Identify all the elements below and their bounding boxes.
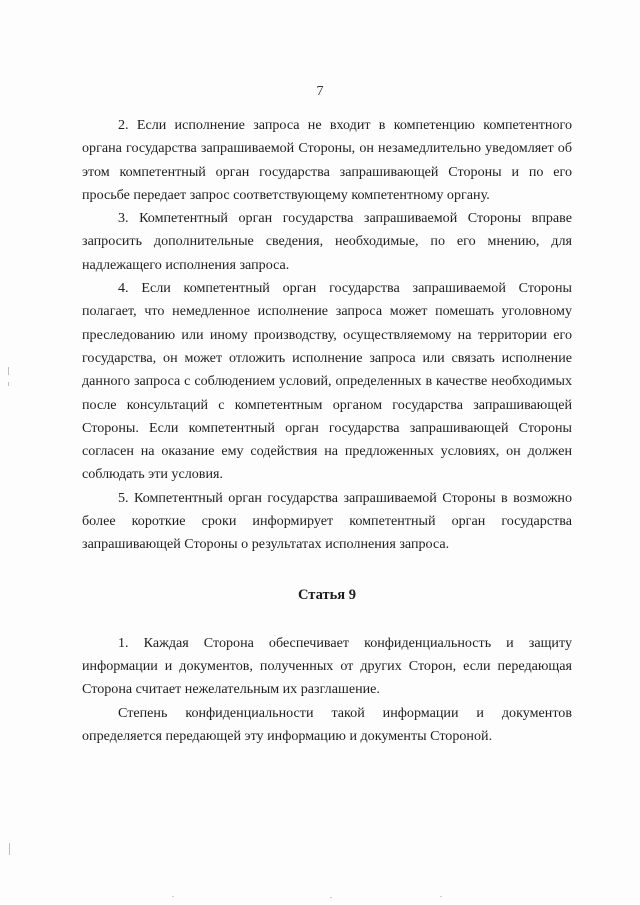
paragraph-item-4: 4. Если компетентный орган государства запрашиваемой Стороны полагает, что немедленное исполнение запроса может помешать уголовному преследованию или иному производству, осуществляемому на территории его государства, он может отложить исполнение запроса или связать исполнение данного запроса с соблюдением условий, определенных в качестве необходимых после консультаций с компетентным органом государства запрашивающей Стороны. Если компетентный орган государства запрашивающей Стороны согласен на оказание ему содействия на предложенных условиях, он должен соблюдать эти условия. <box>82 280 572 483</box>
document-body <box>82 114 572 748</box>
scan-artifact-mark <box>9 843 10 855</box>
paragraph-item-3: 3. Компетентный орган государства запрашиваемой Стороны вправе запросить дополнительные сведения, необходимые, по его мнению, для надлежащего исполнения запроса. <box>82 210 572 273</box>
article-heading: Статья 9 <box>298 586 356 603</box>
scan-artifact-mark <box>8 382 9 386</box>
scan-artifact-dot <box>440 896 442 897</box>
scan-artifact-dot <box>330 897 332 898</box>
paragraph-item-2: 2. Если исполнение запроса не входит в компетенцию компетентного органа государства запрашиваемой Стороны, он незамедлительно уведомляет об этом компетентный орган государства запрашивающей Стороны и по его просьбе передает запрос соответствующему компетентному органу. <box>82 117 572 203</box>
page-number: 7 <box>316 84 324 99</box>
scan-artifact-mark <box>8 367 9 375</box>
scan-artifact-dot <box>172 896 174 897</box>
article-9-paragraph-1: 1. Каждая Сторона обеспечивает конфиденциальность и защиту информации и документов, полученных от других Сторон, если передающая Сторона считает нежелательным их разглашение. <box>82 634 572 698</box>
paragraph-item-5: 5. Компетентный орган государства запрашиваемой Стороны в возможно более короткие сроки информирует компетентный орган государства запрашивающей Стороны о результатах исполнения запроса. <box>82 489 572 553</box>
article-9-paragraph-2: Степень конфиденциальности такой информации и документов определяется передающей эту информацию и документы Стороной. <box>82 704 572 744</box>
